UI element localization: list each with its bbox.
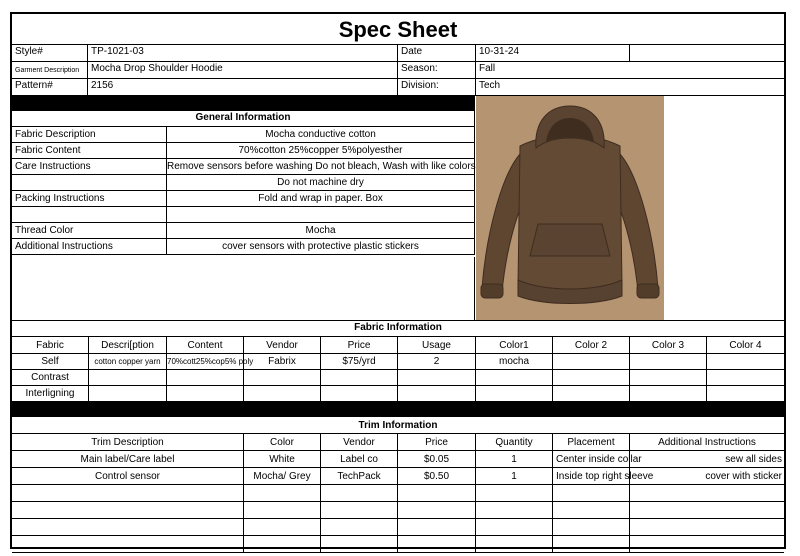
fabric-column-header: Fabric (12, 337, 89, 354)
fabric-cell (476, 386, 553, 402)
trim-cell (630, 485, 784, 502)
trim-cell: cover with sticker (630, 468, 784, 485)
garment-value: Mocha Drop Shoulder Hoodie (88, 62, 398, 79)
trim-cell (398, 519, 476, 536)
fabric-cell (630, 386, 707, 402)
trim-column-header: Placement (553, 434, 630, 451)
trim-column-header: Color (244, 434, 321, 451)
general-info-value: Do not machine dry (167, 175, 475, 191)
trim-cell: TechPack (321, 468, 398, 485)
trim-divider-bar (12, 402, 784, 417)
general-info-label: Fabric Description (12, 127, 167, 143)
fabric-cell: Fabrix (244, 354, 321, 370)
style-value: TP-1021-03 (88, 45, 398, 62)
fabric-info-heading: Fabric Information (12, 321, 784, 337)
fabric-cell: Contrast (12, 370, 89, 386)
trim-cell: $0.50 (398, 468, 476, 485)
fabric-cell (321, 386, 398, 402)
trim-cell: Label co (321, 451, 398, 468)
fabric-cell (553, 386, 630, 402)
trim-info-heading: Trim Information (12, 417, 784, 434)
trim-cell: Mocha/ Grey (244, 468, 321, 485)
fabric-cell (244, 370, 321, 386)
page-title: Spec Sheet (12, 14, 784, 45)
trim-cell (12, 485, 244, 502)
trim-cell (244, 519, 321, 536)
general-info-label (12, 175, 167, 191)
fabric-cell (553, 370, 630, 386)
trim-cell (553, 485, 630, 502)
trim-cell (630, 536, 784, 553)
fabric-cell: $75/yrd (321, 354, 398, 370)
general-info-value: Remove sensors before washing Do not bleach, Wash with like colors (167, 159, 475, 175)
general-info-label (12, 207, 167, 223)
general-info-value: Mocha (167, 223, 475, 239)
fabric-cell: 70%cott25%cop5% poly (167, 354, 244, 370)
trim-cell (12, 536, 244, 553)
fabric-cell (630, 354, 707, 370)
trim-cell: White (244, 451, 321, 468)
trim-cell (476, 519, 553, 536)
section-divider-bar (12, 96, 475, 111)
general-info-label: Care Instructions (12, 159, 167, 175)
trim-cell (630, 502, 784, 519)
fabric-cell (167, 370, 244, 386)
fabric-cell (167, 386, 244, 402)
fabric-cell: mocha (476, 354, 553, 370)
fabric-cell (630, 370, 707, 386)
fabric-cell: Self (12, 354, 89, 370)
fabric-column-header: Color 3 (630, 337, 707, 354)
trim-cell: $0.05 (398, 451, 476, 468)
general-info-heading: General Information (12, 111, 475, 127)
fabric-column-header: Usage (398, 337, 476, 354)
fabric-cell (707, 370, 784, 386)
trim-cell (476, 536, 553, 553)
trim-cell (553, 519, 630, 536)
fabric-column-header: Price (321, 337, 398, 354)
fabric-cell (89, 386, 167, 402)
trim-cell (244, 536, 321, 553)
fabric-cell: Interligning (12, 386, 89, 402)
trim-cell (12, 502, 244, 519)
season-label: Season: (398, 62, 476, 79)
trim-cell: Center inside collar (553, 451, 630, 468)
fabric-column-header: Color1 (476, 337, 553, 354)
general-info-value: cover sensors with protective plastic stickers (167, 239, 475, 255)
style-label: Style# (12, 45, 88, 62)
general-info-label: Thread Color (12, 223, 167, 239)
general-info-value: Fold and wrap in paper. Box (167, 191, 475, 207)
fabric-column-header: Content (167, 337, 244, 354)
fabric-cell (89, 370, 167, 386)
trim-cell (398, 536, 476, 553)
fabric-cell (707, 386, 784, 402)
trim-cell (321, 502, 398, 519)
fabric-cell (553, 354, 630, 370)
general-info-blank-area (12, 257, 475, 321)
trim-cell (630, 519, 784, 536)
trim-cell (553, 536, 630, 553)
fabric-cell: cotton copper yarn (89, 354, 167, 370)
trim-column-header: Additional Instructions (630, 434, 784, 451)
general-info-value: Mocha conductive cotton (167, 127, 475, 143)
fabric-column-header: Vendor (244, 337, 321, 354)
fabric-column-header: Color 4 (707, 337, 784, 354)
pattern-value: 2156 (88, 79, 398, 96)
season-value: Fall (476, 62, 784, 79)
trim-cell: 1 (476, 451, 553, 468)
general-info-label: Packing Instructions (12, 191, 167, 207)
trim-cell (398, 485, 476, 502)
pattern-label: Pattern# (12, 79, 88, 96)
trim-cell (553, 502, 630, 519)
fabric-cell (398, 370, 476, 386)
general-info-value (167, 207, 475, 223)
trim-cell: Inside top right sleeve (553, 468, 630, 485)
trim-cell (244, 502, 321, 519)
trim-cell: Control sensor (12, 468, 244, 485)
trim-cell: 1 (476, 468, 553, 485)
fabric-cell (707, 354, 784, 370)
date-value: 10-31-24 (476, 45, 630, 62)
fabric-cell (244, 386, 321, 402)
general-info-label: Additional Instructions (12, 239, 167, 255)
hoodie-icon (476, 96, 664, 321)
garment-label: Garment Description (12, 62, 88, 79)
trim-cell (321, 536, 398, 553)
trim-cell (244, 485, 321, 502)
fabric-cell (476, 370, 553, 386)
general-info-value: 70%cotton 25%copper 5%polyesther (167, 143, 475, 159)
trim-column-header: Price (398, 434, 476, 451)
division-value: Tech (476, 79, 784, 96)
garment-photo (476, 96, 664, 321)
fabric-column-header: Color 2 (553, 337, 630, 354)
trim-cell (398, 502, 476, 519)
general-info-label: Fabric Content (12, 143, 167, 159)
date-label: Date (398, 45, 476, 62)
trim-cell: Main label/Care label (12, 451, 244, 468)
trim-cell (321, 519, 398, 536)
trim-cell (476, 502, 553, 519)
fabric-cell (398, 386, 476, 402)
trim-cell (321, 485, 398, 502)
trim-cell: sew all sides (630, 451, 784, 468)
division-label: Division: (398, 79, 476, 96)
trim-column-header: Quantity (476, 434, 553, 451)
photo-side-blank (664, 96, 784, 321)
trim-cell (12, 519, 244, 536)
trim-column-header: Trim Description (12, 434, 244, 451)
trim-cell (476, 485, 553, 502)
fabric-cell: 2 (398, 354, 476, 370)
date-spacer (630, 45, 784, 62)
trim-column-header: Vendor (321, 434, 398, 451)
fabric-cell (321, 370, 398, 386)
fabric-column-header: Descri[ption (89, 337, 167, 354)
